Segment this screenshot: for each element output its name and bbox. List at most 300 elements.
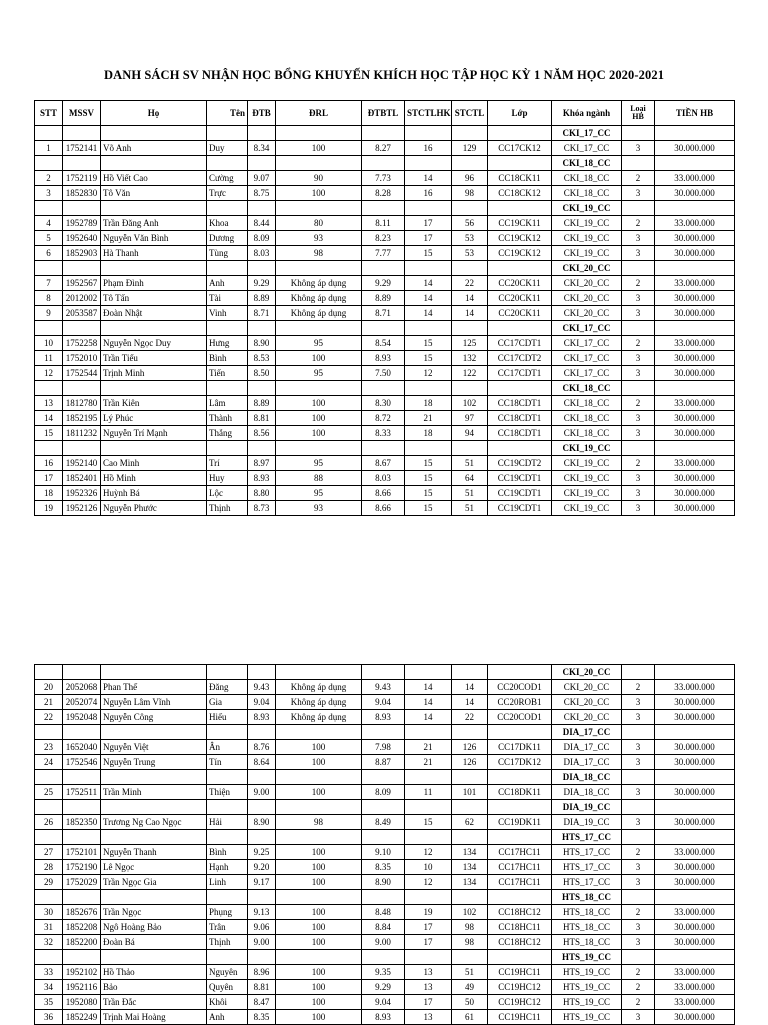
empty-cell: [655, 725, 735, 740]
empty-cell: [276, 665, 362, 680]
cell-tien-hb: 30.000.000: [655, 426, 735, 441]
cell-khoa-nganh: CKI_17_CC: [552, 336, 622, 351]
empty-cell: [207, 156, 248, 171]
cell-stt: 24: [35, 755, 63, 770]
cell-ho: Nguyễn Trung: [101, 755, 207, 770]
cell-stctlhk: 14: [405, 171, 452, 186]
cell-stctl: 51: [452, 501, 488, 516]
header-loai-hb-line1: Loại: [630, 103, 646, 113]
cell-ho: Trương Ng Cao Ngọc: [101, 815, 207, 830]
cell-tien-hb: 30.000.000: [655, 411, 735, 426]
cell-loai-hb: 2: [622, 396, 655, 411]
table-row: [35, 336, 735, 351]
cell-dtbtl: 8.48: [362, 905, 405, 920]
cell-dtb: 8.44: [248, 216, 276, 231]
cell-khoa-nganh: HTS_18_CC: [552, 935, 622, 950]
cell-drl: 90: [276, 171, 362, 186]
empty-cell: [362, 770, 405, 785]
cell-khoa-nganh: HTS_18_CC: [552, 905, 622, 920]
cell-lop: CC19HC11: [488, 1010, 552, 1025]
cell-ten: Anh: [207, 1010, 248, 1025]
cell-loai-hb: 3: [622, 471, 655, 486]
cell-stt: 9: [35, 306, 63, 321]
cell-dtb: 8.96: [248, 965, 276, 980]
cell-stctlhk: 15: [405, 501, 452, 516]
empty-cell: [248, 261, 276, 276]
cell-ten: Khôi: [207, 995, 248, 1010]
cell-mssv: 1952640: [63, 231, 101, 246]
empty-cell: [362, 665, 405, 680]
cell-khoa-nganh: CKI_20_CC: [552, 695, 622, 710]
cell-tien-hb: 33.000.000: [655, 995, 735, 1010]
cell-ten: Thịnh: [207, 501, 248, 516]
cell-lop: CC17CDT2: [488, 351, 552, 366]
cell-ho: Trần Đắc: [101, 995, 207, 1010]
empty-cell: [405, 890, 452, 905]
cell-stctl: 49: [452, 980, 488, 995]
empty-cell: [362, 830, 405, 845]
empty-cell: [276, 890, 362, 905]
cell-dtb: 9.29: [248, 276, 276, 291]
cell-ho: Phạm Đình: [101, 276, 207, 291]
cell-loai-hb: 3: [622, 920, 655, 935]
cell-dtbtl: 8.66: [362, 501, 405, 516]
empty-cell: [207, 725, 248, 740]
cell-lop: CC17HC11: [488, 845, 552, 860]
cell-stctlhk: 14: [405, 695, 452, 710]
empty-cell: [452, 830, 488, 845]
cell-ten: Khoa: [207, 216, 248, 231]
cell-loai-hb: 2: [622, 995, 655, 1010]
cell-dtb: 8.75: [248, 186, 276, 201]
cell-dtb: 9.25: [248, 845, 276, 860]
cell-stctl: 53: [452, 231, 488, 246]
table-row: [35, 246, 735, 261]
cell-ho: Nguyễn Ngọc Duy: [101, 336, 207, 351]
table-row: [35, 710, 735, 725]
empty-cell: [35, 441, 63, 456]
table-row: [35, 396, 735, 411]
cell-stctlhk: 13: [405, 965, 452, 980]
cell-loai-hb: 3: [622, 501, 655, 516]
cell-loai-hb: 3: [622, 291, 655, 306]
group-header-row: [35, 725, 735, 740]
cell-stctl: 22: [452, 710, 488, 725]
cell-lop: CC19HC11: [488, 965, 552, 980]
cell-lop: CC20COD1: [488, 710, 552, 725]
empty-cell: [622, 665, 655, 680]
cell-stctl: 134: [452, 860, 488, 875]
cell-stt: 18: [35, 486, 63, 501]
header-khoa-nganh: Khóa ngành: [552, 101, 622, 126]
cell-ten: Đăng: [207, 680, 248, 695]
cell-mssv: 2052068: [63, 680, 101, 695]
cell-stctl: 96: [452, 171, 488, 186]
empty-cell: [655, 126, 735, 141]
cell-khoa-nganh: CKI_18_CC: [552, 411, 622, 426]
empty-cell: [362, 441, 405, 456]
cell-ten: Trân: [207, 920, 248, 935]
cell-stctl: 134: [452, 845, 488, 860]
cell-drl: 100: [276, 935, 362, 950]
cell-dtbtl: 8.89: [362, 291, 405, 306]
cell-dtb: 9.17: [248, 875, 276, 890]
group-header-row: [35, 201, 735, 216]
table-row: [35, 351, 735, 366]
table-row: [35, 411, 735, 426]
cell-ten: Tín: [207, 755, 248, 770]
cell-mssv: 1952140: [63, 456, 101, 471]
empty-cell: [63, 156, 101, 171]
empty-cell: [488, 381, 552, 396]
header-drl: ĐRL: [276, 101, 362, 126]
cell-dtb: 9.43: [248, 680, 276, 695]
cell-stt: 36: [35, 1010, 63, 1025]
cell-stctl: 50: [452, 995, 488, 1010]
cell-ten: Tiến: [207, 366, 248, 381]
cell-mssv: 2012002: [63, 291, 101, 306]
cell-ho: Trần Đăng Anh: [101, 216, 207, 231]
cell-stctl: 134: [452, 875, 488, 890]
cell-khoa-nganh: HTS_19_CC: [552, 995, 622, 1010]
cell-dtb: 8.90: [248, 815, 276, 830]
cell-tien-hb: 33.000.000: [655, 965, 735, 980]
empty-cell: [488, 770, 552, 785]
cell-stt: 20: [35, 680, 63, 695]
cell-dtbtl: 8.03: [362, 471, 405, 486]
cell-drl: 80: [276, 216, 362, 231]
cell-dtb: 9.13: [248, 905, 276, 920]
cell-stctlhk: 14: [405, 306, 452, 321]
cell-ten: Thành: [207, 411, 248, 426]
cell-drl: 100: [276, 785, 362, 800]
cell-lop: CC17DK11: [488, 740, 552, 755]
scholarship-table-part-1: [34, 100, 735, 516]
empty-cell: [207, 950, 248, 965]
cell-loai-hb: 3: [622, 935, 655, 950]
empty-cell: [63, 890, 101, 905]
table-row: [35, 695, 735, 710]
cell-loai-hb: 3: [622, 306, 655, 321]
empty-cell: [63, 800, 101, 815]
cell-khoa-nganh: HTS_19_CC: [552, 1010, 622, 1025]
empty-cell: [655, 830, 735, 845]
cell-drl: 100: [276, 141, 362, 156]
empty-cell: [248, 381, 276, 396]
cell-stt: 23: [35, 740, 63, 755]
cell-ho: Lê Ngọc: [101, 860, 207, 875]
table-row: [35, 845, 735, 860]
empty-cell: [276, 381, 362, 396]
cell-ten: Linh: [207, 875, 248, 890]
cell-drl: 95: [276, 456, 362, 471]
empty-cell: [276, 800, 362, 815]
empty-cell: [488, 830, 552, 845]
cell-lop: CC18HC12: [488, 935, 552, 950]
table-row: [35, 141, 735, 156]
cell-mssv: 1752141: [63, 141, 101, 156]
cell-loai-hb: 2: [622, 905, 655, 920]
cell-tien-hb: 30.000.000: [655, 141, 735, 156]
cell-khoa-nganh: CKI_20_CC: [552, 276, 622, 291]
cell-drl: Không áp dụng: [276, 276, 362, 291]
empty-cell: [101, 830, 207, 845]
cell-khoa-nganh: CKI_17_CC: [552, 351, 622, 366]
cell-dtbtl: 9.29: [362, 276, 405, 291]
cell-stctlhk: 15: [405, 336, 452, 351]
cell-dtbtl: 9.35: [362, 965, 405, 980]
cell-stt: 12: [35, 366, 63, 381]
cell-loai-hb: 2: [622, 336, 655, 351]
cell-loai-hb: 3: [622, 740, 655, 755]
empty-cell: [276, 201, 362, 216]
cell-dtb: 8.71: [248, 306, 276, 321]
cell-ten: Tùng: [207, 246, 248, 261]
cell-loai-hb: 3: [622, 411, 655, 426]
empty-cell: [452, 156, 488, 171]
cell-loai-hb: 3: [622, 785, 655, 800]
cell-ten: Hưng: [207, 336, 248, 351]
group-label: DIA_17_CC: [552, 725, 622, 740]
group-label: HTS_19_CC: [552, 950, 622, 965]
cell-khoa-nganh: HTS_19_CC: [552, 980, 622, 995]
table-row: [35, 171, 735, 186]
cell-mssv: 2052074: [63, 695, 101, 710]
cell-tien-hb: 33.000.000: [655, 276, 735, 291]
cell-lop: CC18CK12: [488, 186, 552, 201]
table-body-part-2: [35, 665, 735, 1025]
cell-stctlhk: 15: [405, 486, 452, 501]
empty-cell: [452, 126, 488, 141]
group-label: CKI_18_CC: [552, 381, 622, 396]
cell-mssv: 1952126: [63, 501, 101, 516]
cell-tien-hb: 30.000.000: [655, 1010, 735, 1025]
cell-stctlhk: 18: [405, 396, 452, 411]
cell-dtb: 9.07: [248, 171, 276, 186]
cell-drl: Không áp dụng: [276, 291, 362, 306]
cell-khoa-nganh: CKI_18_CC: [552, 396, 622, 411]
cell-dtb: 8.09: [248, 231, 276, 246]
cell-mssv: 1952080: [63, 995, 101, 1010]
cell-stctl: 97: [452, 411, 488, 426]
cell-dtbtl: 9.29: [362, 980, 405, 995]
group-label: CKI_17_CC: [552, 321, 622, 336]
cell-lop: CC18HC11: [488, 920, 552, 935]
cell-stt: 4: [35, 216, 63, 231]
cell-lop: CC19CK11: [488, 216, 552, 231]
cell-loai-hb: 3: [622, 755, 655, 770]
empty-cell: [276, 725, 362, 740]
empty-cell: [452, 381, 488, 396]
cell-stctlhk: 14: [405, 276, 452, 291]
empty-cell: [248, 770, 276, 785]
header-mssv: MSSV: [63, 101, 101, 126]
empty-cell: [63, 381, 101, 396]
empty-cell: [622, 156, 655, 171]
cell-khoa-nganh: CKI_20_CC: [552, 680, 622, 695]
table-row: [35, 860, 735, 875]
cell-dtb: 8.93: [248, 471, 276, 486]
cell-stt: 6: [35, 246, 63, 261]
group-header-row: [35, 830, 735, 845]
empty-cell: [63, 830, 101, 845]
group-header-row: [35, 441, 735, 456]
cell-stctl: 101: [452, 785, 488, 800]
table-row: [35, 785, 735, 800]
cell-stt: 3: [35, 186, 63, 201]
cell-tien-hb: 33.000.000: [655, 905, 735, 920]
cell-dtbtl: 9.43: [362, 680, 405, 695]
cell-loai-hb: 2: [622, 980, 655, 995]
empty-cell: [362, 261, 405, 276]
cell-ten: Thiện: [207, 785, 248, 800]
cell-stctlhk: 15: [405, 351, 452, 366]
cell-lop: CC18CDT1: [488, 396, 552, 411]
cell-khoa-nganh: CKI_19_CC: [552, 216, 622, 231]
table-row: [35, 276, 735, 291]
cell-stt: 8: [35, 291, 63, 306]
cell-dtbtl: 8.93: [362, 710, 405, 725]
cell-ten: Duy: [207, 141, 248, 156]
cell-khoa-nganh: CKI_19_CC: [552, 231, 622, 246]
empty-cell: [405, 770, 452, 785]
cell-ho: Phan Thế: [101, 680, 207, 695]
empty-cell: [655, 261, 735, 276]
empty-cell: [452, 261, 488, 276]
cell-ho: Nguyễn Lâm Vĩnh: [101, 695, 207, 710]
empty-cell: [207, 830, 248, 845]
cell-tien-hb: 33.000.000: [655, 980, 735, 995]
cell-mssv: 1952102: [63, 965, 101, 980]
cell-stctl: 62: [452, 815, 488, 830]
empty-cell: [452, 770, 488, 785]
empty-cell: [63, 770, 101, 785]
cell-stctl: 132: [452, 351, 488, 366]
empty-cell: [101, 770, 207, 785]
empty-cell: [248, 950, 276, 965]
empty-cell: [362, 890, 405, 905]
cell-lop: CC20COD1: [488, 680, 552, 695]
cell-khoa-nganh: CKI_18_CC: [552, 171, 622, 186]
page-title: DANH SÁCH SV NHẬN HỌC BỔNG KHUYẾN KHÍCH HỌC TẬP HỌC KỲ 1 NĂM HỌC 2020-2021: [103, 68, 665, 82]
cell-mssv: 1952567: [63, 276, 101, 291]
cell-loai-hb: 2: [622, 216, 655, 231]
cell-lop: CC18CDT1: [488, 426, 552, 441]
empty-cell: [207, 261, 248, 276]
empty-cell: [35, 950, 63, 965]
cell-stt: 21: [35, 695, 63, 710]
cell-ho: Hà Thanh: [101, 246, 207, 261]
table-row: [35, 186, 735, 201]
table-row: [35, 905, 735, 920]
empty-cell: [276, 950, 362, 965]
empty-cell: [452, 890, 488, 905]
cell-mssv: 1752101: [63, 845, 101, 860]
cell-tien-hb: 33.000.000: [655, 171, 735, 186]
cell-tien-hb: 30.000.000: [655, 755, 735, 770]
cell-ten: Bình: [207, 351, 248, 366]
cell-loai-hb: 3: [622, 695, 655, 710]
cell-dtbtl: 9.10: [362, 845, 405, 860]
empty-cell: [452, 321, 488, 336]
table-row: [35, 680, 735, 695]
cell-tien-hb: 30.000.000: [655, 695, 735, 710]
cell-dtb: 8.56: [248, 426, 276, 441]
cell-ten: Thịnh: [207, 935, 248, 950]
empty-cell: [655, 950, 735, 965]
cell-khoa-nganh: HTS_17_CC: [552, 875, 622, 890]
cell-khoa-nganh: CKI_19_CC: [552, 486, 622, 501]
cell-lop: CC17CDT1: [488, 336, 552, 351]
table-row: [35, 875, 735, 890]
cell-stt: 7: [35, 276, 63, 291]
cell-stctlhk: 16: [405, 141, 452, 156]
cell-khoa-nganh: HTS_19_CC: [552, 965, 622, 980]
empty-cell: [101, 800, 207, 815]
cell-stctlhk: 21: [405, 755, 452, 770]
cell-lop: CC17CDT1: [488, 366, 552, 381]
cell-dtbtl: 8.71: [362, 306, 405, 321]
cell-mssv: 1852676: [63, 905, 101, 920]
empty-cell: [207, 201, 248, 216]
group-label: DIA_18_CC: [552, 770, 622, 785]
empty-cell: [248, 126, 276, 141]
cell-khoa-nganh: DIA_17_CC: [552, 740, 622, 755]
group-header-row: [35, 770, 735, 785]
cell-drl: 100: [276, 740, 362, 755]
cell-dtbtl: 8.93: [362, 351, 405, 366]
cell-tien-hb: 30.000.000: [655, 366, 735, 381]
cell-stctlhk: 17: [405, 231, 452, 246]
cell-khoa-nganh: CKI_19_CC: [552, 246, 622, 261]
cell-dtbtl: 8.87: [362, 755, 405, 770]
cell-loai-hb: 3: [622, 141, 655, 156]
cell-ten: Lộc: [207, 486, 248, 501]
cell-dtb: 8.80: [248, 486, 276, 501]
empty-cell: [276, 126, 362, 141]
empty-cell: [488, 261, 552, 276]
cell-khoa-nganh: CKI_18_CC: [552, 426, 622, 441]
cell-dtbtl: 7.98: [362, 740, 405, 755]
empty-cell: [622, 890, 655, 905]
empty-cell: [101, 126, 207, 141]
cell-drl: 95: [276, 336, 362, 351]
cell-dtb: 8.47: [248, 995, 276, 1010]
empty-cell: [35, 725, 63, 740]
cell-mssv: 1852830: [63, 186, 101, 201]
empty-cell: [101, 725, 207, 740]
cell-tien-hb: 33.000.000: [655, 456, 735, 471]
cell-stctl: 125: [452, 336, 488, 351]
cell-stt: 19: [35, 501, 63, 516]
cell-loai-hb: 3: [622, 246, 655, 261]
cell-ten: Trí: [207, 456, 248, 471]
cell-ten: Anh: [207, 276, 248, 291]
cell-loai-hb: 3: [622, 860, 655, 875]
cell-drl: 100: [276, 995, 362, 1010]
cell-ho: Hồ Minh: [101, 471, 207, 486]
cell-dtbtl: 8.93: [362, 1010, 405, 1025]
cell-dtbtl: 8.28: [362, 186, 405, 201]
table-row: [35, 995, 735, 1010]
empty-cell: [207, 126, 248, 141]
cell-drl: 88: [276, 471, 362, 486]
cell-drl: Không áp dụng: [276, 306, 362, 321]
cell-stt: 32: [35, 935, 63, 950]
empty-cell: [405, 381, 452, 396]
empty-cell: [655, 321, 735, 336]
cell-tien-hb: 30.000.000: [655, 935, 735, 950]
